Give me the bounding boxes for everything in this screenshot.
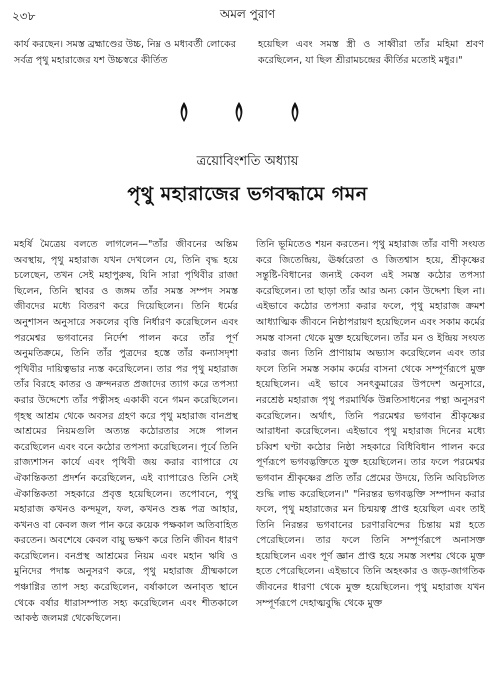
body-right-text: তিনি ভূমিতেও শয়ন করতেন। পৃথু মহারাজ তাঁর বাণী সংযত করে জিতেন্দ্রিয়, ঊর্ধ্বরেতা ও জিতশ্বাস হয়ে, শ্রীকৃষ্ণের সন্তুষ্টি-বিধানের জন্যই কেবল এই সমস্ত কঠোর তপস্যা করেছিলেন। তা ছাড়া তাঁর আর অন্য কোন উদ্দেশ্য ছিল না। এইভাবে কঠোর তপস্যা করার ফলে, পৃথু মহারাজ ক্রমশ আধ্যাত্মিক জীবনে নিষ্ঠাপরায়ণ হয়েছিলেন এবং সকাম কর্মের সমস্ত বাসনা থেকে মুক্ত হয়েছিলেন। তাঁর মন ও ইন্দ্রিয় সংযত করার জন্য তিনি প্রাণায়াম অভ্যাস করেছিলেন এবং তার ফলে তিনি সমস্ত সকাম কর্মের বাসনা থেকে সম্পূর্ণরূপে মুক্ত হয়েছিলেন। এই ভাবে সনৎকুমারের উপদেশ অনুসারে, নরশ্রেষ্ঠ মহারাজ পৃথু পরমার্থিক উন্নতিসাধনের পন্থা অনুসরণ করেছিলেন। অর্থাৎ, তিনি পরমেশ্বর ভগবান শ্রীকৃষ্ণের আরাধনা করেছিলেন। এইভাবে পৃথু মহারাজ দিনের মধ্যে চব্বিশ ঘণ্টা কঠোর নিষ্ঠা সহকারে বিধিবিধান পালন করে পূর্ণরূপে ভগবদ্ভক্তিতে যুক্ত হয়েছিলেন। তার ফলে পরমেশ্বর ভগবান শ্রীকৃষ্ণের প্রতি তাঁর প্রেমের উদয়ে, তিনি অবিচলিত শুদ্ধি লাভ করেছিলেন।" "নিরন্তর ভগবদ্ভক্তি সম্পাদন করার ফলে, পৃথু মহারাজের মন চিন্ময়ত্ব প্রাপ্ত হয়েছিল এবং তাই তিনি নিরন্তর ভগবানের চরণারবিন্দের চিন্তায় মগ্ন হতে পেরেছিলেন। তার ফলে তিনি সম্পূর্ণরূপে অনাসক্ত হয়েছিলেন এবং পূর্ণ জ্ঞান প্রাপ্ত হয়ে সমস্ত সংশয় থেকে মুক্ত হতে পেরেছিলেন। এইভাবে তিনি অহংকার ও জড়-জাগতিক জীবনের ধারণা থেকে মুক্ত হয়েছিলেন। পৃথু মহারাজ যখন সম্পূর্ণরূপে দেহাত্মবুদ্ধি থেকে মুক্ত	[256, 239, 485, 609]
lotus-ornament-left-icon	[177, 101, 191, 123]
top-right-column	[258, 37, 484, 68]
page-number: ২৩৮	[12, 9, 36, 23]
top-left-paragraph: কার্য করছেন। সমস্ত ব্রহ্মাণ্ডের উচ্চ, নিম্ন ও মধ্যবর্তী লোকের সর্বত্র পৃথু মহারাজের যশ উচ্চস্বরে কীর্তিত	[14, 39, 236, 66]
chapter-title: পৃথু মহারাজের ভগবদ্ধামে গমন	[127, 183, 368, 205]
running-title: অমল পুরাণ	[219, 7, 276, 21]
section-divider	[0, 101, 495, 127]
lotus-ornament-center-icon	[232, 101, 246, 123]
top-right-paragraph: হয়েছিল এবং সমস্ত স্ত্রী ও সাধ্বীরা তাঁর মহিমা শ্রবণ করেছিলেন, যা ছিল শ্রীরামচন্দ্রের কীর্তির মতোই মধুর।"	[258, 39, 484, 66]
body-left-column	[14, 237, 238, 627]
body-right-column	[256, 237, 485, 611]
lotus-ornament-right-icon	[288, 101, 302, 123]
chapter-subtitle: ত্রয়োবিংশতি অধ্যায়	[196, 154, 299, 169]
body-left-text: মহর্ষি মৈত্রেয় বলতে লাগলেন—"তাঁর জীবনের অন্তিম অবস্থায়, পৃথু মহারাজ যখন দেখলেন যে, তিনি বৃদ্ধ হয়ে চলেছেন, তখন সেই মহাপুরুষ, যিনি সারা পৃথিবীর রাজা ছিলেন, তিনি স্থাবর ও জঙ্গম তাঁর সমস্ত সম্পদ সমস্ত জীবদের মধ্যে বিতরণ করে দিয়েছিলেন। তিনি ধর্মের অনুশাসন অনুসারে সকলের বৃত্তি নির্ধারণ করেছিলেন এবং পরমেশ্বর ভগবানের নির্দেশ পালন করে তাঁর পূর্ণ অনুমতিক্রমে, তিনি তাঁর পুত্রদের হস্তে তাঁর কন্যাসদৃশা পৃথিবীর দায়িত্বভার ন্যস্ত করেছিলেন। তার পর পৃথু মহারাজ তাঁর বিরহে কাতর ও ক্রন্দনরত প্রজাদের ত্যাগ করে তপস্যা করার উদ্দেশ্যে তাঁর পত্নীসহ একাকী বনে গমন করেছিলেন। গৃহস্থ আশ্রম থেকে অবসর গ্রহণ করে পৃথু মহারাজ বানপ্রস্থ আশ্রমের নিয়মগুলি অত্যন্ত কঠোরতার সঙ্গে পালন করেছিলেন এবং বনে কঠোর তপস্যা করেছিলেন। পূর্বে তিনি রাজ্যশাসন কার্যে এবং পৃথিবী জয় করার ব্যাপারে যে ঐকান্তিকতা প্রদর্শন করেছিলেন, এই ব্যাপারেও তিনি সেই ঐকান্তিকতা সহকারে প্রবৃত্ত হয়েছিলেন। তপোবনে, পৃথু মহারাজ কখনও কন্দমূল, ফল, কখনও শুষ্ক পত্র আহার, কখনও বা কেবল জল পান করে কয়েক পক্ষকাল অতিবাহিত করতেন। অবশেষে কেবল বায়ু ভক্ষণ করে তিনি জীবন ধারণ করেছিলেন। বনপ্রস্থ আশ্রমের নিয়ম এবং মহান ঋষি ও মুনিদের পদাঙ্ক অনুসরণ করে, পৃথু মহারাজ গ্রীষ্মকালে পঞ্চাগ্নির তাপ সহ্য করেছিলেন, বর্ষাকালে অনাবৃত স্থানে থেকে বর্ষার ধারাসম্পাত সহ্য করেছিলেন এবং শীতকালে আকণ্ঠ জলমগ্ন থেকেছিলেন।	[14, 239, 238, 625]
top-left-column	[14, 37, 236, 68]
